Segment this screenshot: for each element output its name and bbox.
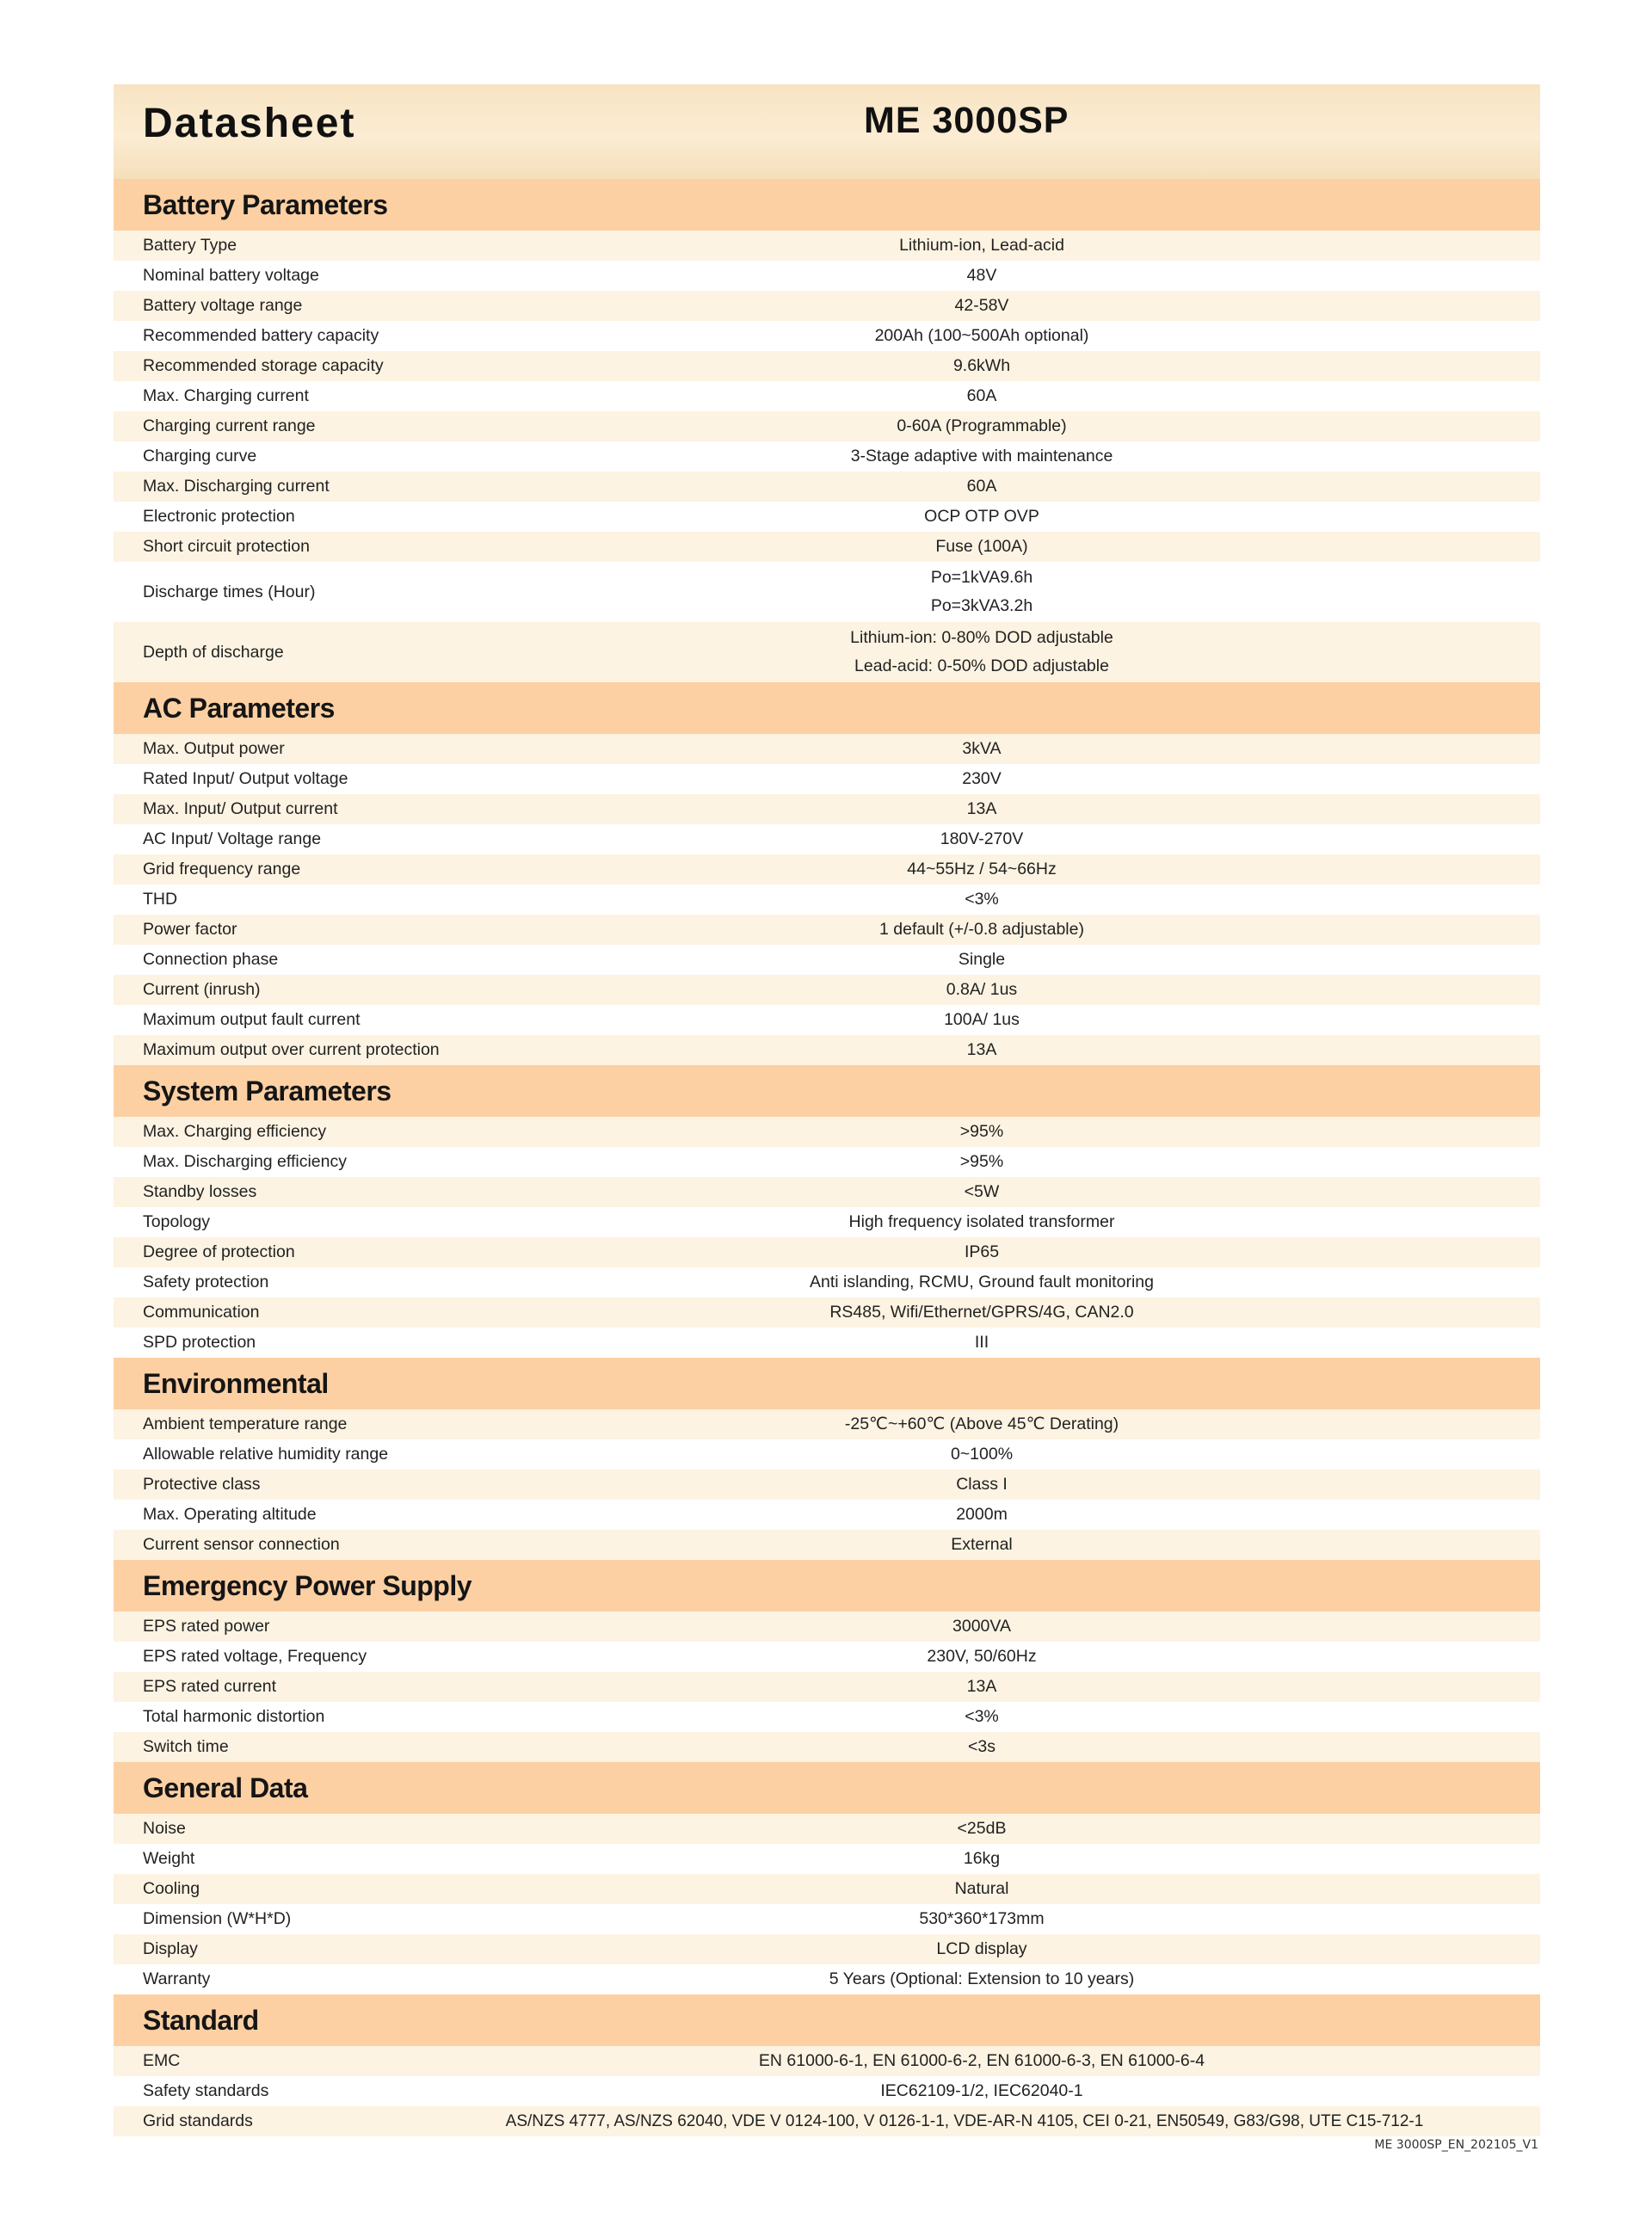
- spec-label: EMC: [143, 2051, 181, 2070]
- spec-label: Dimension (W*H*D): [143, 1909, 292, 1928]
- spec-row: [114, 1237, 1540, 1267]
- spec-row: [114, 975, 1540, 1005]
- spec-row: [114, 1934, 1540, 1964]
- spec-value: [423, 1328, 1540, 1358]
- spec-row: [114, 1702, 1540, 1732]
- spec-value: [423, 472, 1540, 502]
- spec-row: [114, 824, 1540, 854]
- spec-value: [423, 381, 1540, 411]
- spec-row: [114, 472, 1540, 502]
- spec-row: [114, 1177, 1540, 1207]
- spec-row: [114, 1035, 1540, 1065]
- spec-value: [423, 1005, 1540, 1035]
- spec-value: [423, 1439, 1540, 1470]
- spec-value: [423, 2076, 1540, 2106]
- spec-label: EPS rated current: [143, 1677, 276, 1696]
- spec-row: [114, 381, 1540, 411]
- spec-label: Max. Discharging efficiency: [143, 1152, 347, 1171]
- spec-value-line: >95%: [959, 1122, 1004, 1141]
- spec-value-line: <5W: [964, 1182, 1000, 1201]
- spec-value: [423, 1904, 1540, 1934]
- spec-label: Maximum output fault current: [143, 1010, 361, 1029]
- spec-value-line: 2000m: [956, 1505, 1008, 1524]
- document-code: ME 3000SP_EN_202105_V1: [1374, 2138, 1538, 2152]
- spec-value-line: 0-60A (Programmable): [897, 416, 1067, 435]
- spec-row: [114, 411, 1540, 441]
- section-header-emergency-power-supply: [114, 1560, 1540, 1612]
- spec-row: [114, 441, 1540, 472]
- spec-value-line: 13A: [966, 1677, 997, 1696]
- spec-label: Connection phase: [143, 950, 279, 969]
- section-title: General Data: [143, 1772, 308, 1803]
- spec-value: [423, 231, 1540, 261]
- spec-value: [423, 1612, 1540, 1642]
- spec-label: SPD protection: [143, 1333, 256, 1352]
- spec-row: [114, 2076, 1540, 2106]
- spec-row: [114, 1409, 1540, 1439]
- spec-label: Battery voltage range: [143, 296, 303, 315]
- spec-value: [423, 1642, 1540, 1672]
- spec-label: Short circuit protection: [143, 537, 311, 556]
- spec-row: [114, 1964, 1540, 1994]
- spec-label: Safety standards: [143, 2081, 269, 2100]
- spec-value: [423, 1117, 1540, 1147]
- spec-label: Topology: [143, 1212, 211, 1231]
- spec-row: [114, 1672, 1540, 1702]
- section-header-general-data: [114, 1762, 1540, 1814]
- spec-row: [114, 532, 1540, 562]
- spec-row: [114, 351, 1540, 381]
- spec-value: [423, 622, 1540, 682]
- spec-value-line: 9.6kWh: [952, 356, 1011, 375]
- spec-value-line: 100A/ 1us: [944, 1010, 1020, 1029]
- spec-value-line: <25dB: [957, 1819, 1007, 1838]
- spec-value: [423, 975, 1540, 1005]
- section-title: Emergency Power Supply: [143, 1570, 472, 1601]
- spec-label: Nominal battery voltage: [143, 266, 319, 285]
- spec-value: [423, 1874, 1540, 1904]
- spec-label: Max. Operating altitude: [143, 1505, 317, 1524]
- spec-value-line: 180V-270V: [940, 829, 1024, 848]
- spec-value: [423, 734, 1540, 764]
- spec-row: [114, 915, 1540, 945]
- spec-value: [423, 1267, 1540, 1297]
- spec-value-line: Fuse (100A): [935, 537, 1028, 556]
- spec-label: Switch time: [143, 1737, 229, 1756]
- spec-value: [423, 321, 1540, 351]
- spec-label: Maximum output over current protection: [143, 1040, 440, 1059]
- spec-sections: [114, 179, 1540, 2136]
- spec-label: Max. Charging efficiency: [143, 1122, 327, 1141]
- spec-row: [114, 764, 1540, 794]
- spec-value: [423, 1732, 1540, 1762]
- spec-value: [423, 1177, 1540, 1207]
- spec-value: [423, 1934, 1540, 1964]
- spec-value-line: 60A: [966, 386, 997, 405]
- spec-label: Battery Type: [143, 236, 237, 255]
- spec-value-line: IEC62109-1/2, IEC62040-1: [880, 2081, 1083, 2100]
- spec-value: [423, 1702, 1540, 1732]
- spec-value: [423, 884, 1540, 915]
- spec-value-line: Lithium-ion, Lead-acid: [899, 236, 1064, 255]
- spec-value: [423, 502, 1540, 532]
- spec-value: [423, 532, 1540, 562]
- spec-value-line: <3%: [965, 1707, 999, 1726]
- spec-row: [114, 1470, 1540, 1500]
- spec-label: AC Input/ Voltage range: [143, 829, 322, 848]
- spec-value: [423, 1672, 1540, 1702]
- spec-value-line: III: [974, 1333, 989, 1352]
- spec-label: Max. Discharging current: [143, 477, 330, 496]
- spec-value-line: RS485, Wifi/Ethernet/GPRS/4G, CAN2.0: [829, 1303, 1134, 1322]
- spec-row: [114, 502, 1540, 532]
- spec-row: [114, 854, 1540, 884]
- spec-label: Display: [143, 1939, 198, 1958]
- spec-row: [114, 1005, 1540, 1035]
- spec-value-line: Lead-acid: 0-50% DOD adjustable: [854, 656, 1109, 675]
- spec-label: Warranty: [143, 1969, 211, 1988]
- spec-label: Power factor: [143, 920, 237, 939]
- spec-label: Current (inrush): [143, 980, 261, 999]
- spec-row: [114, 1844, 1540, 1874]
- spec-value-line: OCP OTP OVP: [924, 507, 1039, 526]
- spec-value: [423, 764, 1540, 794]
- spec-value: [423, 915, 1540, 945]
- spec-row: [114, 291, 1540, 321]
- spec-value-line: Single: [958, 950, 1006, 969]
- page-title: Datasheet: [143, 101, 356, 146]
- spec-value: [389, 2106, 1540, 2136]
- section-header-system-parameters: [114, 1065, 1540, 1117]
- spec-value: [423, 1207, 1540, 1237]
- spec-value: [423, 1297, 1540, 1328]
- spec-value-line: 0.8A/ 1us: [946, 980, 1018, 999]
- spec-label: Noise: [143, 1819, 186, 1838]
- spec-row: [114, 622, 1540, 682]
- spec-value: [423, 351, 1540, 381]
- spec-value-line: 13A: [966, 799, 997, 818]
- spec-value-line: <3s: [968, 1737, 996, 1756]
- section-title: System Parameters: [143, 1076, 391, 1106]
- spec-value-line: IP65: [964, 1242, 1000, 1261]
- datasheet: [114, 84, 1540, 2136]
- spec-value-line: 42-58V: [954, 296, 1009, 315]
- spec-row: [114, 1642, 1540, 1672]
- spec-value: [423, 411, 1540, 441]
- spec-label: Total harmonic distortion: [143, 1707, 325, 1726]
- spec-value: [423, 1500, 1540, 1530]
- spec-value-line: 230V, 50/60Hz: [927, 1647, 1037, 1666]
- spec-row: [114, 794, 1540, 824]
- spec-row: [114, 1500, 1540, 1530]
- spec-value-line: 16kg: [963, 1849, 1001, 1868]
- spec-row: [114, 2106, 1540, 2136]
- spec-label: Communication: [143, 1303, 260, 1322]
- spec-value-line: Anti islanding, RCMU, Ground fault monitoring: [810, 1273, 1154, 1291]
- spec-value-line: Natural: [954, 1879, 1009, 1898]
- datasheet-header: [114, 84, 1540, 179]
- spec-value-line: 0~100%: [950, 1445, 1014, 1464]
- spec-label: Current sensor connection: [143, 1535, 340, 1554]
- spec-row: [114, 1147, 1540, 1177]
- spec-row: [114, 1904, 1540, 1934]
- spec-row: [114, 1530, 1540, 1560]
- section-title: Battery Parameters: [143, 189, 388, 220]
- spec-value-line: 3000VA: [952, 1617, 1011, 1636]
- spec-label: Charging current range: [143, 416, 316, 435]
- spec-label: Grid standards: [143, 2111, 253, 2130]
- spec-value: [423, 1844, 1540, 1874]
- spec-value: [423, 1814, 1540, 1844]
- spec-row: [114, 1612, 1540, 1642]
- spec-row: [114, 1874, 1540, 1904]
- spec-value-line: AS/NZS 4777, AS/NZS 62040, VDE V 0124-100, V 0126-1-1, VDE-AR-N 4105, CEI 0-21, EN50549, G83/G98, UTE C15-712-1: [505, 2112, 1424, 2130]
- spec-value: [423, 261, 1540, 291]
- spec-value-line: 3-Stage adaptive with maintenance: [850, 447, 1113, 465]
- spec-value-line: External: [951, 1535, 1013, 1554]
- spec-value: [423, 1530, 1540, 1560]
- spec-label: Allowable relative humidity range: [143, 1445, 389, 1464]
- spec-label: Max. Input/ Output current: [143, 799, 338, 818]
- spec-label: Depth of discharge: [143, 642, 284, 662]
- spec-label: EPS rated power: [143, 1617, 270, 1636]
- spec-value: [423, 945, 1540, 975]
- spec-row: [114, 884, 1540, 915]
- spec-value-line: LCD display: [936, 1939, 1027, 1958]
- spec-value-line: <3%: [965, 890, 999, 909]
- section-title: Standard: [143, 2005, 259, 2036]
- spec-label: Cooling: [143, 1879, 200, 1898]
- spec-value: [423, 1237, 1540, 1267]
- spec-label: Ambient temperature range: [143, 1415, 348, 1433]
- spec-value-line: 530*360*173mm: [919, 1909, 1045, 1928]
- spec-value: [423, 1470, 1540, 1500]
- spec-value-line: 48V: [966, 266, 997, 285]
- spec-label: Recommended storage capacity: [143, 356, 384, 375]
- spec-value-line: 230V: [962, 769, 1002, 788]
- spec-label: Protective class: [143, 1475, 261, 1494]
- section-header-environmental: [114, 1358, 1540, 1409]
- spec-value: [423, 291, 1540, 321]
- spec-value: [423, 441, 1540, 472]
- spec-label: Degree of protection: [143, 1242, 295, 1261]
- spec-row: [114, 2046, 1540, 2076]
- spec-value-line: 60A: [966, 477, 997, 496]
- spec-value-line: Po=1kVA9.6h: [930, 568, 1033, 587]
- spec-value-line: Class I: [956, 1475, 1008, 1494]
- spec-value-line: 13A: [966, 1040, 997, 1059]
- spec-row: [114, 1267, 1540, 1297]
- spec-value: [423, 824, 1540, 854]
- spec-value: [423, 1409, 1540, 1439]
- spec-label: Standby losses: [143, 1182, 257, 1201]
- spec-row: [114, 1732, 1540, 1762]
- spec-value-line: -25℃~+60℃ (Above 45℃ Derating): [844, 1415, 1119, 1433]
- section-title: AC Parameters: [143, 693, 335, 724]
- model-name: ME 3000SP: [864, 100, 1069, 141]
- spec-value-line: Po=3kVA3.2h: [930, 596, 1033, 615]
- spec-label: Weight: [143, 1849, 195, 1868]
- spec-value-line: 200Ah (100~500Ah optional): [874, 326, 1089, 345]
- spec-row: [114, 734, 1540, 764]
- spec-value-line: >95%: [959, 1152, 1004, 1171]
- spec-label: THD: [143, 890, 178, 909]
- spec-row: [114, 231, 1540, 261]
- spec-row: [114, 321, 1540, 351]
- spec-label: Max. Charging current: [143, 386, 309, 405]
- spec-row: [114, 1117, 1540, 1147]
- spec-label: Charging curve: [143, 447, 257, 465]
- spec-value: [423, 854, 1540, 884]
- spec-value-line: 44~55Hz / 54~66Hz: [907, 860, 1057, 878]
- spec-row: [114, 1328, 1540, 1358]
- spec-label: Grid frequency range: [143, 860, 301, 878]
- spec-value: [423, 1035, 1540, 1065]
- spec-row: [114, 562, 1540, 622]
- spec-row: [114, 1439, 1540, 1470]
- spec-value-line: 3kVA: [962, 739, 1002, 758]
- spec-label: Recommended battery capacity: [143, 326, 379, 345]
- spec-row: [114, 1207, 1540, 1237]
- spec-value: [423, 2046, 1540, 2076]
- spec-value-line: Lithium-ion: 0-80% DOD adjustable: [850, 628, 1113, 647]
- spec-value-line: High frequency isolated transformer: [848, 1212, 1115, 1231]
- spec-row: [114, 261, 1540, 291]
- spec-value: [423, 562, 1540, 622]
- spec-row: [114, 1297, 1540, 1328]
- spec-label: Discharge times (Hour): [143, 582, 316, 601]
- spec-label: Rated Input/ Output voltage: [143, 769, 348, 788]
- spec-label: Electronic protection: [143, 507, 295, 526]
- spec-value: [423, 1964, 1540, 1994]
- section-header-standard: [114, 1994, 1540, 2046]
- spec-label: Safety protection: [143, 1273, 269, 1291]
- spec-value-line: 1 default (+/-0.8 adjustable): [879, 920, 1084, 939]
- section-title: Environmental: [143, 1368, 329, 1399]
- spec-label: EPS rated voltage, Frequency: [143, 1647, 367, 1666]
- spec-value-line: 5 Years (Optional: Extension to 10 years): [829, 1969, 1135, 1988]
- spec-label: Max. Output power: [143, 739, 285, 758]
- section-header-ac-parameters: [114, 682, 1540, 734]
- spec-row: [114, 945, 1540, 975]
- section-header-battery-parameters: [114, 179, 1540, 231]
- spec-value-line: EN 61000-6-1, EN 61000-6-2, EN 61000-6-3, EN 61000-6-4: [758, 2051, 1205, 2070]
- spec-value: [423, 1147, 1540, 1177]
- spec-row: [114, 1814, 1540, 1844]
- spec-value: [423, 794, 1540, 824]
